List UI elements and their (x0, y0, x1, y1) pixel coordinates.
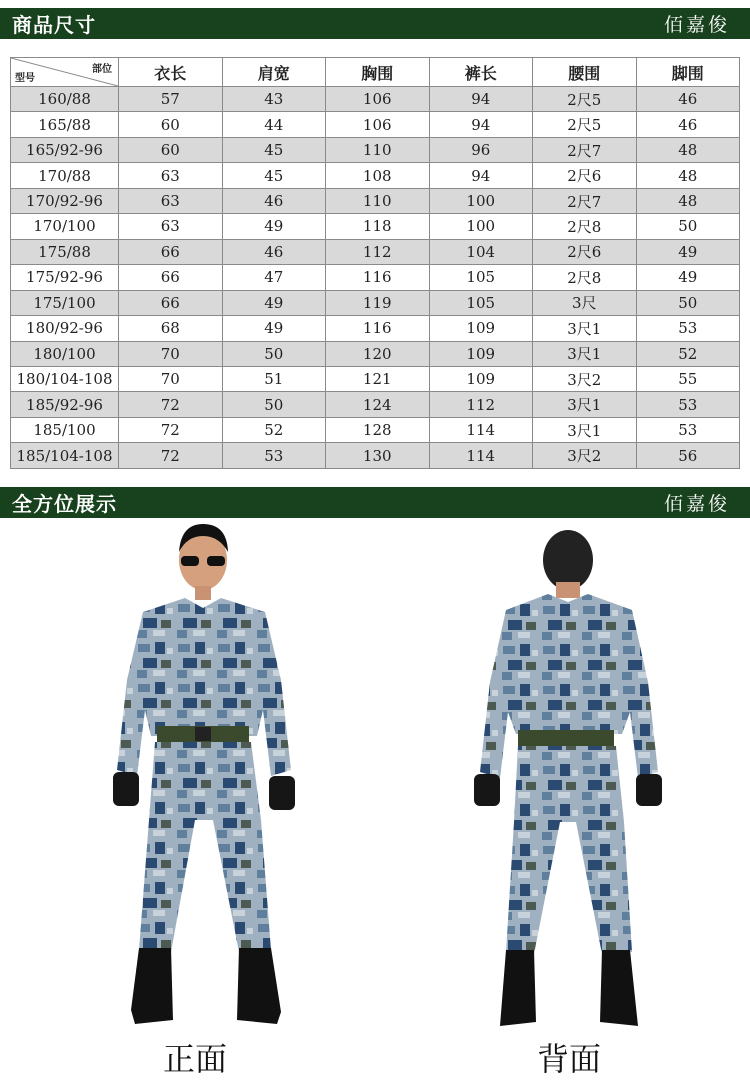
size-table-body (11, 87, 740, 469)
value-cell: 124 (326, 392, 430, 417)
value-cell: 3尺1 (533, 341, 637, 366)
value-cell: 110 (326, 188, 430, 213)
column-header: 裤长 (429, 58, 533, 87)
brand-name: 佰嘉俊 (663, 493, 730, 515)
value-cell: 50 (222, 341, 326, 366)
model-cell: 185/92-96 (11, 392, 119, 417)
value-cell: 70 (119, 341, 223, 366)
value-cell: 106 (326, 112, 430, 137)
value-cell: 70 (119, 366, 223, 391)
value-cell: 44 (222, 112, 326, 137)
value-cell: 109 (429, 366, 533, 391)
display-section-banner (0, 487, 750, 518)
model-cell: 175/88 (11, 239, 119, 264)
value-cell: 112 (326, 239, 430, 264)
column-header: 肩宽 (222, 58, 326, 87)
value-cell: 106 (326, 87, 430, 112)
table-row (11, 366, 740, 391)
value-cell: 49 (222, 316, 326, 341)
table-row (11, 417, 740, 442)
value-cell: 128 (326, 417, 430, 442)
model-cell: 170/100 (11, 214, 119, 239)
column-header: 衣长 (119, 58, 223, 87)
value-cell: 2尺5 (533, 112, 637, 137)
value-cell: 46 (636, 87, 740, 112)
model-cell: 180/104-108 (11, 366, 119, 391)
front-view-photo (95, 520, 305, 1040)
value-cell: 105 (429, 290, 533, 315)
value-cell: 3尺1 (533, 417, 637, 442)
table-corner-cell (11, 58, 119, 87)
model-cell: 170/92-96 (11, 188, 119, 213)
model-cell: 180/100 (11, 341, 119, 366)
value-cell: 2尺7 (533, 137, 637, 162)
value-cell: 121 (326, 366, 430, 391)
value-cell: 56 (636, 443, 740, 469)
value-cell: 96 (429, 137, 533, 162)
table-row (11, 341, 740, 366)
value-cell: 114 (429, 443, 533, 469)
model-cell: 185/104-108 (11, 443, 119, 469)
value-cell: 109 (429, 316, 533, 341)
value-cell: 53 (636, 316, 740, 341)
value-cell: 2尺8 (533, 214, 637, 239)
model-cell: 165/92-96 (11, 137, 119, 162)
value-cell: 3尺1 (533, 392, 637, 417)
table-row (11, 163, 740, 188)
table-row (11, 265, 740, 290)
value-cell: 68 (119, 316, 223, 341)
value-cell: 53 (222, 443, 326, 469)
value-cell: 52 (636, 341, 740, 366)
model-cell: 180/92-96 (11, 316, 119, 341)
value-cell: 114 (429, 417, 533, 442)
value-cell: 3尺1 (533, 316, 637, 341)
value-cell: 105 (429, 265, 533, 290)
value-cell: 63 (119, 188, 223, 213)
value-cell: 49 (222, 290, 326, 315)
table-row (11, 316, 740, 341)
brand-name: 佰嘉俊 (663, 14, 730, 36)
value-cell: 119 (326, 290, 430, 315)
table-row (11, 239, 740, 264)
front-view-caption: 正面 (163, 1040, 228, 1078)
table-row (11, 137, 740, 162)
value-cell: 48 (636, 188, 740, 213)
corner-label-part: 部位 (92, 64, 112, 75)
value-cell: 53 (636, 392, 740, 417)
value-cell: 2尺7 (533, 188, 637, 213)
value-cell: 66 (119, 290, 223, 315)
value-cell: 72 (119, 443, 223, 469)
model-cell: 160/88 (11, 87, 119, 112)
value-cell: 2尺8 (533, 265, 637, 290)
value-cell: 94 (429, 112, 533, 137)
corner-label-model: 型号 (15, 73, 35, 84)
value-cell: 116 (326, 265, 430, 290)
value-cell: 45 (222, 163, 326, 188)
value-cell: 120 (326, 341, 430, 366)
value-cell: 104 (429, 239, 533, 264)
value-cell: 2尺6 (533, 163, 637, 188)
value-cell: 48 (636, 163, 740, 188)
value-cell: 66 (119, 239, 223, 264)
back-view-photo (460, 522, 670, 1042)
value-cell: 66 (119, 265, 223, 290)
value-cell: 45 (222, 137, 326, 162)
value-cell: 94 (429, 87, 533, 112)
table-row (11, 443, 740, 469)
value-cell: 2尺6 (533, 239, 637, 264)
value-cell: 52 (222, 417, 326, 442)
value-cell: 51 (222, 366, 326, 391)
size-table (10, 57, 740, 469)
value-cell: 57 (119, 87, 223, 112)
value-cell: 60 (119, 137, 223, 162)
product-photo-area (0, 518, 750, 1092)
value-cell: 50 (636, 214, 740, 239)
value-cell: 72 (119, 417, 223, 442)
value-cell: 72 (119, 392, 223, 417)
value-cell: 49 (636, 265, 740, 290)
value-cell: 46 (222, 239, 326, 264)
value-cell: 3尺2 (533, 366, 637, 391)
value-cell: 100 (429, 214, 533, 239)
value-cell: 110 (326, 137, 430, 162)
value-cell: 49 (636, 239, 740, 264)
table-row (11, 112, 740, 137)
table-row (11, 392, 740, 417)
size-section-banner (0, 8, 750, 39)
value-cell: 112 (429, 392, 533, 417)
value-cell: 100 (429, 188, 533, 213)
display-section-title: 全方位展示 (12, 492, 117, 516)
value-cell: 60 (119, 112, 223, 137)
value-cell: 48 (636, 137, 740, 162)
value-cell: 46 (222, 188, 326, 213)
size-section-title: 商品尺寸 (12, 13, 96, 37)
value-cell: 63 (119, 214, 223, 239)
model-cell: 175/92-96 (11, 265, 119, 290)
table-row (11, 87, 740, 112)
size-table-header-row (11, 58, 740, 87)
size-table-container (10, 57, 740, 469)
table-row (11, 214, 740, 239)
value-cell: 43 (222, 87, 326, 112)
value-cell: 46 (636, 112, 740, 137)
value-cell: 118 (326, 214, 430, 239)
value-cell: 49 (222, 214, 326, 239)
value-cell: 53 (636, 417, 740, 442)
value-cell: 50 (636, 290, 740, 315)
column-header: 脚围 (636, 58, 740, 87)
value-cell: 55 (636, 366, 740, 391)
value-cell: 2尺5 (533, 87, 637, 112)
value-cell: 109 (429, 341, 533, 366)
back-view-caption: 背面 (537, 1040, 602, 1078)
value-cell: 94 (429, 163, 533, 188)
column-header: 胸围 (326, 58, 430, 87)
model-cell: 175/100 (11, 290, 119, 315)
column-header: 腰围 (533, 58, 637, 87)
value-cell: 3尺2 (533, 443, 637, 469)
value-cell: 47 (222, 265, 326, 290)
value-cell: 3尺 (533, 290, 637, 315)
value-cell: 50 (222, 392, 326, 417)
value-cell: 130 (326, 443, 430, 469)
table-row (11, 188, 740, 213)
model-cell: 165/88 (11, 112, 119, 137)
table-row (11, 290, 740, 315)
value-cell: 63 (119, 163, 223, 188)
value-cell: 108 (326, 163, 430, 188)
model-cell: 185/100 (11, 417, 119, 442)
model-cell: 170/88 (11, 163, 119, 188)
value-cell: 116 (326, 316, 430, 341)
